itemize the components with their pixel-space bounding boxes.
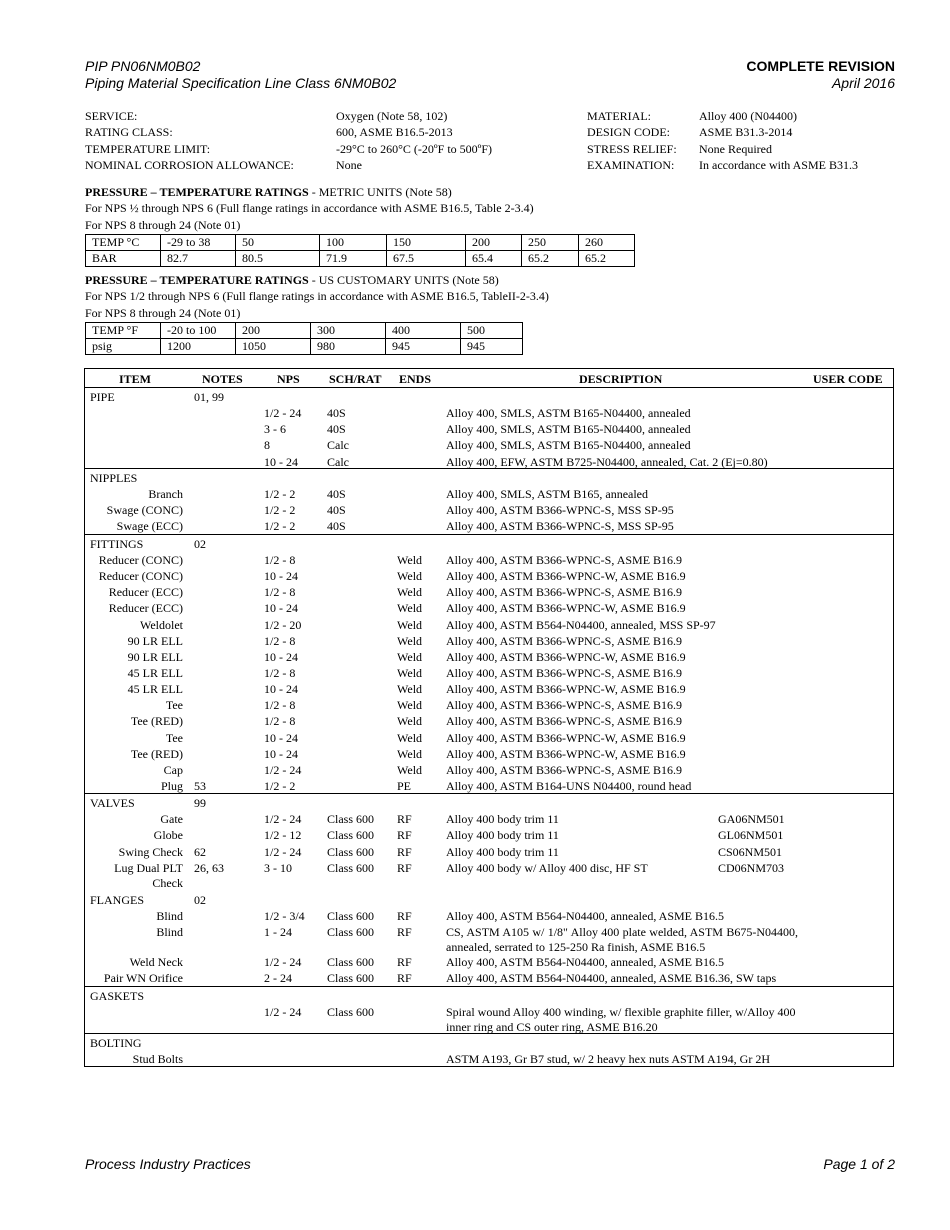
item-nps: 1/2 - 24 <box>264 955 302 969</box>
info-value: -29°C to 260°C (-20ºF to 500ºF) <box>336 141 493 156</box>
item-ends: RF <box>397 861 412 875</box>
item-ends: RF <box>397 845 412 859</box>
document-header-left <box>85 58 396 92</box>
revision-date: April 2016 <box>831 75 895 91</box>
item-name: Tee <box>165 731 183 745</box>
group-divider <box>84 986 894 987</box>
item-schedule-rating: Class 600 <box>327 955 375 969</box>
item-description: Alloy 400, ASTM B564-N04400, annealed, ASME B16.36, SW taps <box>446 971 777 985</box>
item-ends: Weld <box>397 666 423 680</box>
item-ends: Weld <box>397 714 423 728</box>
item-nps: 10 - 24 <box>264 731 298 745</box>
item-nps: 1/2 - 24 <box>264 812 302 826</box>
item-name: Blind <box>156 909 183 923</box>
table-header-divider <box>84 387 894 388</box>
table-cell: 1050 <box>236 339 311 355</box>
table-cell: 250 <box>522 235 579 251</box>
item-nps: 3 - 10 <box>264 861 292 875</box>
item-nps: 1/2 - 8 <box>264 553 296 567</box>
item-schedule-rating: 40S <box>327 503 346 517</box>
item-notes: 53 <box>194 779 206 793</box>
item-description: Alloy 400, ASTM B366-WPNC-S, ASME B16.9 <box>446 634 683 648</box>
us-ratings-section <box>85 272 549 321</box>
item-nps: 1/2 - 24 <box>264 845 302 859</box>
item-name: Branch <box>148 487 183 501</box>
info-label: DESIGN CODE: <box>587 125 670 140</box>
item-schedule-rating: Class 600 <box>327 828 375 842</box>
table-cell: 50 <box>236 235 320 251</box>
table-cell: 71.9 <box>320 251 387 267</box>
group-label: FLANGES <box>90 893 145 907</box>
item-description: Alloy 400, SMLS, ASTM B165-N04400, annealed <box>446 422 691 436</box>
table-cell: 400 <box>386 323 461 339</box>
item-notes: 26, 63 <box>194 861 224 875</box>
item-schedule-rating: Calc <box>327 455 349 469</box>
column-header-notes: NOTES <box>202 372 243 386</box>
table-cell: 200 <box>236 323 311 339</box>
info-value: None Required <box>699 141 772 156</box>
item-description: Alloy 400, ASTM B564-N04400, annealed, ASME B16.5 <box>446 955 724 969</box>
info-value: In accordance with ASME B31.3 <box>699 157 858 172</box>
table-cell: 300 <box>311 323 386 339</box>
item-description: Alloy 400, ASTM B366-WPNC-S, ASME B16.9 <box>446 553 683 567</box>
us-note-line: For NPS 8 through 24 (Note 01) <box>85 305 241 320</box>
item-notes: 01, 99 <box>194 390 224 404</box>
table-cell: 260 <box>579 235 635 251</box>
item-description: Alloy 400 body trim 11 <box>446 812 559 826</box>
item-ends: Weld <box>397 585 423 599</box>
table-cell: 945 <box>386 339 461 355</box>
group-label: PIPE <box>90 390 115 404</box>
item-ends: RF <box>397 828 412 842</box>
item-nps: 1/2 - 2 <box>264 519 296 533</box>
item-nps: 1/2 - 24 <box>264 763 302 777</box>
group-divider <box>84 534 894 535</box>
group-label: BOLTING <box>90 1036 142 1050</box>
table-cell: 200 <box>466 235 522 251</box>
item-nps: 1/2 - 2 <box>264 503 296 517</box>
info-label: MATERIAL: <box>587 109 651 123</box>
item-schedule-rating: 40S <box>327 406 346 420</box>
us-note-line: For NPS 1/2 through NPS 6 (Full flange ratings in accordance with ASME B16.5, TableII-2-3.4) <box>85 289 549 304</box>
item-name: Reducer (ECC) <box>108 585 183 599</box>
item-description: Alloy 400, EFW, ASTM B725-N04400, annealed, Cat. 2 (Ej=0.80) <box>446 455 768 469</box>
table-cell: 80.5 <box>236 251 320 267</box>
table-cell: 65.2 <box>522 251 579 267</box>
item-description: Alloy 400 body trim 11 <box>446 828 559 842</box>
item-ends: Weld <box>397 763 423 777</box>
item-description: Alloy 400, ASTM B564-N04400, annealed, MSS SP-97 <box>446 618 716 632</box>
item-ends: PE <box>397 779 412 793</box>
document-header-right <box>746 58 895 92</box>
table-cell: 100 <box>320 235 387 251</box>
item-nps: 1/2 - 2 <box>264 779 296 793</box>
item-name: Tee (RED) <box>130 747 183 761</box>
info-right-values <box>699 108 858 173</box>
footer-page-number: Page 1 of 2 <box>823 1156 895 1172</box>
item-description: Alloy 400, ASTM B366-WPNC-S, ASME B16.9 <box>446 763 683 777</box>
info-label: NOMINAL CORROSION ALLOWANCE: <box>85 157 294 172</box>
item-description: Alloy 400, ASTM B366-WPNC-W, ASME B16.9 <box>446 650 686 664</box>
item-schedule-rating: 40S <box>327 519 346 533</box>
table-cell: 67.5 <box>387 251 466 267</box>
item-name: 90 LR ELL <box>127 650 183 664</box>
item-nps: 10 - 24 <box>264 569 298 583</box>
item-schedule-rating: Class 600 <box>327 861 375 875</box>
item-name: Plug <box>160 779 183 793</box>
item-nps: 1/2 - 20 <box>264 618 302 632</box>
table-cell: 945 <box>461 339 523 355</box>
item-nps: 1/2 - 24 <box>264 406 302 420</box>
table-cell: 500 <box>461 323 523 339</box>
column-header-ends: ENDS <box>399 372 432 386</box>
us-ratings-table <box>85 322 523 355</box>
item-schedule-rating: Class 600 <box>327 971 375 985</box>
info-label: TEMPERATURE LIMIT: <box>85 141 211 156</box>
group-label: GASKETS <box>90 989 145 1003</box>
item-name: Reducer (CONC) <box>98 569 183 583</box>
info-label: EXAMINATION: <box>587 157 675 172</box>
item-name: Reducer (CONC) <box>98 553 183 567</box>
item-name: Cap <box>163 763 183 777</box>
item-name: Blind <box>156 925 183 939</box>
item-ends: Weld <box>397 698 423 712</box>
item-schedule-rating: Calc <box>327 438 349 452</box>
item-nps: 10 - 24 <box>264 455 298 469</box>
item-nps: 8 <box>264 438 270 452</box>
item-ends: Weld <box>397 747 423 761</box>
item-name: Gate <box>160 812 183 826</box>
info-value: ASME B31.3-2014 <box>699 125 793 140</box>
item-description: Alloy 400, ASTM B366-WPNC-W, ASME B16.9 <box>446 601 686 615</box>
metric-ratings-heading: PRESSURE – TEMPERATURE RATINGS - METRIC UNITS (Note 58) <box>85 185 452 199</box>
item-nps: 3 - 6 <box>264 422 286 436</box>
item-name: 90 LR ELL <box>127 634 183 648</box>
item-schedule-rating: Class 600 <box>327 812 375 826</box>
column-header-item: ITEM <box>119 372 152 386</box>
item-ends: Weld <box>397 618 423 632</box>
metric-note-line: For NPS ½ through NPS 6 (Full flange ratings in accordance with ASME B16.5, Table 2-3.4) <box>85 201 534 216</box>
table-cell: 980 <box>311 339 386 355</box>
item-ends: Weld <box>397 634 423 648</box>
item-nps: 2 - 24 <box>264 971 292 985</box>
item-nps: 1/2 - 8 <box>264 714 296 728</box>
us-temp-row <box>86 323 523 339</box>
item-schedule-rating: 40S <box>327 487 346 501</box>
item-ends: RF <box>397 971 412 985</box>
item-description: Alloy 400, ASTM B366-WPNC-W, ASME B16.9 <box>446 731 686 745</box>
document-title: Piping Material Specification Line Class 6NM0B02 <box>85 75 397 91</box>
item-schedule-rating: Class 600 <box>327 925 375 939</box>
item-name: Reducer (ECC) <box>108 601 183 615</box>
footer-organization: Process Industry Practices <box>85 1156 251 1172</box>
column-header-sch-rat: SCH/RAT <box>329 372 382 386</box>
item-notes: 99 <box>194 796 206 810</box>
group-label: NIPPLES <box>90 471 138 485</box>
item-ends: RF <box>397 909 412 923</box>
item-description: Alloy 400, ASTM B366-WPNC-S, ASME B16.9 <box>446 698 683 712</box>
column-header-description: DESCRIPTION <box>579 372 663 386</box>
item-name: Stud Bolts <box>132 1052 183 1066</box>
item-user-code: CS06NM501 <box>718 845 783 859</box>
info-label: RATING CLASS: <box>85 125 173 140</box>
item-description: Alloy 400, ASTM B366-WPNC-S, ASME B16.9 <box>446 714 683 728</box>
table-cell: TEMP °F <box>86 323 161 339</box>
info-value: 600, ASME B16.5-2013 <box>336 125 453 140</box>
item-description: Alloy 400, SMLS, ASTM B165, annealed <box>446 487 649 501</box>
item-nps: 10 - 24 <box>264 601 298 615</box>
item-nps: 1/2 - 8 <box>264 666 296 680</box>
item-description: Alloy 400, SMLS, ASTM B165-N04400, annealed <box>446 406 691 420</box>
group-label: FITTINGS <box>90 537 144 551</box>
item-description: Alloy 400 body trim 11 <box>446 845 559 859</box>
table-cell: BAR <box>86 251 161 267</box>
item-schedule-rating: Class 600 <box>327 1005 375 1019</box>
metric-ratings-table <box>85 234 635 267</box>
info-left-values <box>336 108 492 173</box>
item-ends: RF <box>397 812 412 826</box>
table-cell: psig <box>86 339 161 355</box>
item-nps: 1 - 24 <box>264 925 292 939</box>
item-nps: 1/2 - 8 <box>264 585 296 599</box>
item-ends: Weld <box>397 569 423 583</box>
item-name: Lug Dual PLT <box>114 861 183 875</box>
item-name: Weld Neck <box>129 955 183 969</box>
item-nps: 1/2 - 8 <box>264 634 296 648</box>
item-description: Alloy 400, ASTM B366-WPNC-S, MSS SP-95 <box>446 503 674 517</box>
item-description: Alloy 400 body w/ Alloy 400 disc, HF ST <box>446 861 648 875</box>
item-schedule-rating: 40S <box>327 422 346 436</box>
us-ratings-heading: PRESSURE – TEMPERATURE RATINGS - US CUSTOMARY UNITS (Note 58) <box>85 273 499 287</box>
table-cell: 1200 <box>161 339 236 355</box>
item-nps: 10 - 24 <box>264 682 298 696</box>
item-name: 45 LR ELL <box>127 666 183 680</box>
group-label: VALVES <box>90 796 135 810</box>
item-description: Alloy 400, ASTM B366-WPNC-W, ASME B16.9 <box>446 682 686 696</box>
item-description: Alloy 400, ASTM B164-UNS N04400, round head <box>446 779 692 793</box>
item-name: Weldolet <box>139 618 183 632</box>
table-cell: 150 <box>387 235 466 251</box>
item-name: 45 LR ELL <box>127 682 183 696</box>
table-cell: 82.7 <box>161 251 236 267</box>
info-label: SERVICE: <box>85 109 138 123</box>
metric-ratings-section <box>85 184 534 233</box>
item-description: Spiral wound Alloy 400 winding, w/ flexible graphite filler, w/Alloy 400 inner ring and CS outer ring, ASME B16.20 <box>446 1005 796 1034</box>
item-ends: Weld <box>397 682 423 696</box>
column-header-user-code: USER CODE <box>813 372 883 386</box>
metric-pressure-row <box>86 251 635 267</box>
item-ends: Weld <box>397 553 423 567</box>
item-nps: 10 - 24 <box>264 650 298 664</box>
table-cell: TEMP °C <box>86 235 161 251</box>
item-ends: Weld <box>397 650 423 664</box>
item-ends: Weld <box>397 601 423 615</box>
us-pressure-row <box>86 339 523 355</box>
info-left-labels <box>85 108 294 173</box>
table-cell: 65.2 <box>579 251 635 267</box>
revision-label: COMPLETE REVISION <box>746 58 895 74</box>
item-name: Tee (RED) <box>130 714 183 728</box>
item-name: Globe <box>153 828 183 842</box>
info-value: Oxygen (Note 58, 102) <box>336 109 448 123</box>
item-notes: 02 <box>194 893 206 907</box>
info-label: STRESS RELIEF: <box>587 141 677 156</box>
metric-note-line: For NPS 8 through 24 (Note 01) <box>85 217 241 232</box>
info-right-labels <box>587 108 677 173</box>
item-nps: 1/2 - 2 <box>264 487 296 501</box>
item-description: Alloy 400, ASTM B366-WPNC-S, ASME B16.9 <box>446 585 683 599</box>
table-cell: -29 to 38 <box>161 235 236 251</box>
item-description: Alloy 400, SMLS, ASTM B165-N04400, annealed <box>446 438 691 452</box>
item-nps: 10 - 24 <box>264 747 298 761</box>
item-description: ASTM A193, Gr B7 stud, w/ 2 heavy hex nuts ASTM A194, Gr 2H <box>446 1052 771 1066</box>
item-name: Check <box>152 876 183 890</box>
table-cell: 65.4 <box>466 251 522 267</box>
item-schedule-rating: Class 600 <box>327 909 375 923</box>
item-user-code: GL06NM501 <box>718 828 784 842</box>
document-id: PIP PN06NM0B02 <box>85 58 201 74</box>
info-value: None <box>336 157 362 172</box>
item-name: Swing Check <box>118 845 183 859</box>
item-description: CS, ASTM A105 w/ 1/8" Alloy 400 plate welded, ASTM B675-N04400, annealed, serrated to 125-250 Ra finish, ASME B16.5 <box>446 925 798 954</box>
item-schedule-rating: Class 600 <box>327 845 375 859</box>
item-description: Alloy 400, ASTM B366-WPNC-W, ASME B16.9 <box>446 569 686 583</box>
item-description: Alloy 400, ASTM B366-WPNC-S, ASME B16.9 <box>446 666 683 680</box>
item-nps: 1/2 - 24 <box>264 1005 302 1019</box>
item-ends: RF <box>397 925 412 939</box>
item-description: Alloy 400, ASTM B366-WPNC-S, MSS SP-95 <box>446 519 674 533</box>
item-user-code: CD06NM703 <box>718 861 785 875</box>
item-name: Tee <box>165 698 183 712</box>
item-description: Alloy 400, ASTM B366-WPNC-W, ASME B16.9 <box>446 747 686 761</box>
item-user-code: GA06NM501 <box>718 812 785 826</box>
item-description: Alloy 400, ASTM B564-N04400, annealed, ASME B16.5 <box>446 909 724 923</box>
item-name: Swage (CONC) <box>106 503 183 517</box>
item-name: Swage (ECC) <box>116 519 183 533</box>
column-header-nps: NPS <box>277 372 300 386</box>
item-notes: 02 <box>194 537 206 551</box>
item-nps: 1/2 - 3/4 <box>264 909 305 923</box>
item-notes: 62 <box>194 845 206 859</box>
item-name: Pair WN Orifice <box>103 971 183 985</box>
table-cell: -20 to 100 <box>161 323 236 339</box>
metric-temp-row <box>86 235 635 251</box>
item-ends: Weld <box>397 731 423 745</box>
item-nps: 1/2 - 8 <box>264 698 296 712</box>
info-value: Alloy 400 (N04400) <box>699 109 797 123</box>
item-ends: RF <box>397 955 412 969</box>
item-nps: 1/2 - 12 <box>264 828 302 842</box>
